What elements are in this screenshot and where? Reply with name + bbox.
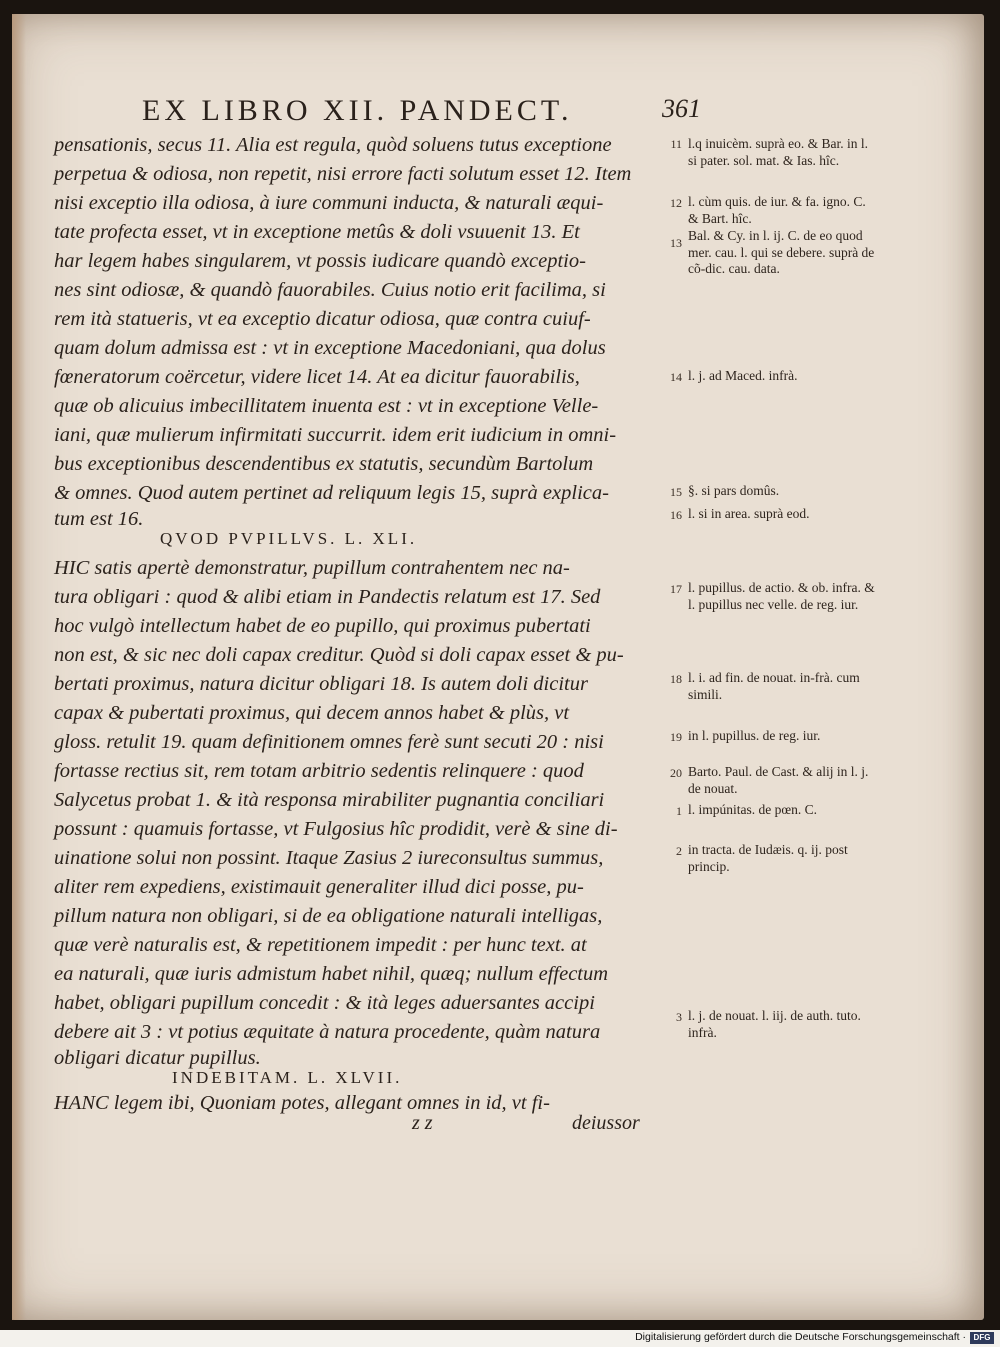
- text-line: iani, quæ mulierum infirmitati succurrit. idem erit iudicium in omni-: [54, 424, 617, 446]
- text-line: habet, obligari pupillum concedit : & ità leges aduersantes accipi: [54, 992, 595, 1014]
- text-line: tura obligari : quod & alibi etiam in Pandectis relatum est 17. Sed: [54, 586, 601, 608]
- text-line: possunt : quamuis fortasse, vt Fulgosius hîc prodidit, verè & sine di-: [54, 818, 618, 840]
- text-line: hoc vulgò intellectum habet de eo pupillo, qui proximus pubertati: [54, 615, 591, 637]
- text-line: aliter rem expediens, existimauit generaliter illud dici posse, pu-: [54, 876, 584, 898]
- text-line: & omnes. Quod autem pertinet ad reliquum legis 15, suprà explica-: [54, 482, 609, 504]
- marginal-note: Bal. & Cy. in l. ij. C. de eo quod mer. cau. l. qui se debere. suprà de cõ-dic. cau. data.: [688, 228, 875, 276]
- marginal-note: l. j. ad Maced. infrà.: [688, 368, 798, 383]
- text-line: rem ità statueris, vt ea exceptio dicatur odiosa, quæ contra cuiuf-: [54, 308, 591, 330]
- text-line: fœneratorum coërcetur, videre licet 14. At ea dicitur fauorabilis,: [54, 366, 580, 388]
- text-line: fortasse rectius sit, rem totam arbitrio sedentis relinquere : quod: [54, 760, 584, 782]
- text-line: perpetua & odiosa, non repetit, nisi errore facti solutum esset 12. Item: [54, 163, 632, 185]
- digitization-footer: [0, 1330, 1000, 1347]
- signature-mark: z z: [412, 1112, 433, 1134]
- note-number: 20: [670, 766, 682, 780]
- section-heading: QVOD PVPILLVS. L. XLI.: [160, 529, 418, 548]
- note-number: 16: [670, 508, 682, 522]
- text-line: pensationis, secus 11. Alia est regula, quòd soluens tutus exceptione: [54, 134, 612, 156]
- note-number: 17: [670, 582, 682, 596]
- note-number: 2: [676, 844, 682, 858]
- text-line: quæ ob alicuius imbecillitatem inuenta est : vt in exceptione Velle-: [54, 395, 599, 417]
- folio-number: 361: [662, 94, 701, 123]
- note-number: 13: [670, 236, 682, 250]
- text-line: bertati proximus, natura dicitur obligari 18. Is autem doli dicitur: [54, 673, 588, 695]
- marginal-note: l. si in area. suprà eod.: [688, 506, 810, 521]
- text-line: Salycetus probat 1. & ità responsa mirabiliter pugnantia conciliari: [54, 789, 605, 811]
- text-line: HIC satis apertè demonstratur, pupillum contrahentem nec na-: [54, 557, 570, 579]
- text-line: gloss. retulit 19. quam definitionem omnes ferè sunt secuti 20 : nisi: [54, 731, 604, 753]
- text-line: quam dolum admissa est : vt in exceptione Macedoniani, qua dolus: [54, 337, 606, 359]
- text-line: non est, & sic nec doli capax creditur. Quòd si doli capax esset & pu-: [54, 644, 624, 666]
- text-line: tate profecta esset, vt in exceptione metûs & doli vsuuenit 13. Et: [54, 221, 580, 243]
- text-line: HANC legem ibi, Quoniam potes, allegant omnes in id, vt fi-: [54, 1092, 550, 1114]
- dfg-logo: DFG: [970, 1332, 994, 1344]
- note-number: 11: [670, 137, 682, 151]
- text-line: bus exceptionibus descendentibus ex statutis, secundùm Bartolum: [54, 453, 594, 475]
- text-line: capax & pubertati proximus, qui decem annos habet & plùs, vt: [54, 702, 570, 724]
- book-page: [12, 14, 984, 1320]
- marginal-note: l. impúnitas. de pœn. C.: [688, 802, 817, 817]
- text-line: har legem habes singularem, vt possis iudicare quandò exceptio-: [54, 250, 586, 272]
- page-gutter-shadow: [12, 14, 26, 1320]
- note-number: 1: [676, 804, 682, 818]
- text-line: nisi exceptio illa odiosa, à iure communi inducta, & naturali æqui-: [54, 192, 604, 214]
- note-number: 12: [670, 196, 682, 210]
- text-line: uinatione solui non possint. Itaque Zasius 2 iureconsultus summus,: [54, 847, 604, 869]
- catchword: deiussor: [572, 1112, 640, 1134]
- marginal-note: l. pupillus. de actio. & ob. infra. & l. pupillus nec velle. de reg. iur.: [688, 580, 875, 612]
- note-number: 15: [670, 485, 682, 499]
- text-line: tum est 16.: [54, 508, 144, 530]
- note-number: 14: [670, 370, 682, 384]
- section-heading: INDEBITAM. L. XLVII.: [172, 1068, 403, 1087]
- marginal-note: Barto. Paul. de Cast. & alij in l. j. de nouat.: [688, 764, 869, 796]
- marginal-note: l. j. de nouat. l. iij. de auth. tuto. infrà.: [688, 1008, 861, 1040]
- marginal-note: l.q inuicèm. suprà eo. & Bar. in l. si pater. sol. mat. & Ias. hîc.: [688, 136, 868, 168]
- text-line: pillum natura non obligari, si de ea obligatione naturali intelligas,: [54, 905, 603, 927]
- text-line: nes sint odiosæ, & quandò fauorabiles. Cuius notio erit facilima, si: [54, 279, 606, 301]
- note-number: 18: [670, 672, 682, 686]
- footer-credit: Digitalisierung gefördert durch die Deutsche Forschungsgemeinschaft ·: [635, 1331, 966, 1343]
- text-line: obligari dicatur pupillus.: [54, 1047, 261, 1069]
- text-line: quæ verè naturalis est, & repetitionem impedit : per hunc text. at: [54, 934, 587, 956]
- text-line: debere ait 3 : vt potius æquitate à natura procedente, quàm natura: [54, 1021, 601, 1043]
- note-number: 19: [670, 730, 682, 744]
- running-head: EX LIBRO XII. PANDECT.: [142, 94, 573, 127]
- marginal-note: l. i. ad fin. de nouat. in-frà. cum simili.: [688, 670, 860, 702]
- marginal-note: in l. pupillus. de reg. iur.: [688, 728, 821, 743]
- marginal-note: in tracta. de Iudæis. q. ij. post princip.: [688, 842, 848, 874]
- text-line: ea naturali, quæ iuris admistum habet nihil, quæq; nullum effectum: [54, 963, 609, 985]
- marginal-note: §. si pars domûs.: [688, 483, 780, 498]
- marginal-note: l. cùm quis. de iur. & fa. igno. C. & Bart. hîc.: [688, 194, 866, 226]
- note-number: 3: [676, 1010, 682, 1024]
